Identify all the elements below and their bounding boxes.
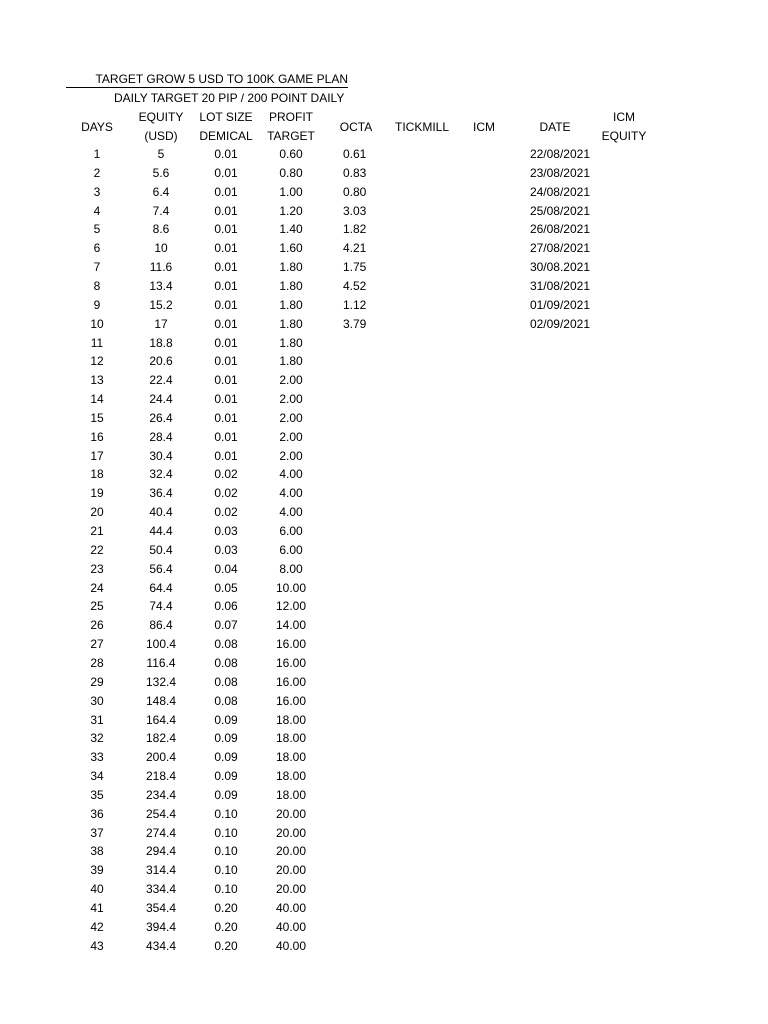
lot-size-cell: 0.01 xyxy=(214,335,238,350)
equity-cell: 5.6 xyxy=(152,165,170,180)
header-tickmill: TICKMILL xyxy=(394,120,449,134)
table-row xyxy=(0,296,768,315)
profit-target-cell: 1.80 xyxy=(279,354,303,369)
equity-cell: 314.4 xyxy=(145,863,177,878)
octa-cell: 1.12 xyxy=(343,297,367,312)
profit-target-cell: 0.60 xyxy=(279,147,303,161)
header-icm-equity-line2: EQUITY xyxy=(601,129,647,143)
profit-target-cell: 16.00 xyxy=(275,655,307,670)
octa-cell: 4.21 xyxy=(343,241,367,256)
lot-size-cell: 0.09 xyxy=(214,787,238,802)
equity-cell: 116.4 xyxy=(146,655,176,670)
profit-target-cell: 10.00 xyxy=(275,580,307,595)
day-cell: 15 xyxy=(90,410,104,425)
header-profit-line2: TARGET xyxy=(267,129,315,143)
day-cell: 39 xyxy=(90,863,104,878)
profit-target-cell: 2.00 xyxy=(279,373,303,388)
profit-target-cell: 1.40 xyxy=(279,222,303,237)
table-row xyxy=(0,654,768,673)
header-equity-line2: (USD) xyxy=(144,129,178,143)
profit-target-cell: 20.00 xyxy=(275,863,307,878)
day-cell: 4 xyxy=(93,203,101,218)
date-cell: 24/08/2021 xyxy=(529,184,590,199)
day-cell: 14 xyxy=(90,392,104,407)
profit-target-cell: 20.00 xyxy=(275,844,307,859)
day-cell: 30 xyxy=(90,693,104,708)
table-row xyxy=(0,220,768,239)
table-row xyxy=(0,202,768,221)
table-row xyxy=(0,937,768,956)
date-cell: 01/09/2021 xyxy=(529,297,590,312)
lot-size-cell: 0.01 xyxy=(214,429,238,444)
lot-size-cell: 0.03 xyxy=(214,542,238,557)
profit-target-cell: 1.80 xyxy=(279,260,303,275)
profit-target-cell: 16.00 xyxy=(275,693,307,708)
lot-size-cell: 0.05 xyxy=(214,580,238,595)
table-row xyxy=(0,635,768,654)
profit-target-cell: 1.80 xyxy=(279,335,303,350)
day-cell: 36 xyxy=(90,806,104,821)
table-row xyxy=(0,541,768,560)
day-cell: 7 xyxy=(93,260,101,275)
lot-size-cell: 0.04 xyxy=(214,561,238,576)
day-cell: 17 xyxy=(90,448,104,463)
profit-target-cell: 4.00 xyxy=(279,486,303,501)
lot-size-cell: 0.10 xyxy=(214,806,238,821)
profit-target-cell: 20.00 xyxy=(275,806,307,821)
table-row xyxy=(0,258,768,277)
profit-target-cell: 14.00 xyxy=(275,618,307,633)
equity-cell: 86.4 xyxy=(149,618,173,633)
table-row xyxy=(0,673,768,692)
table-row xyxy=(0,315,768,334)
profit-target-cell: 40.00 xyxy=(275,919,307,934)
octa-cell: 3.79 xyxy=(343,316,367,331)
lot-size-cell: 0.01 xyxy=(214,448,238,463)
equity-cell: 28.4 xyxy=(149,429,173,444)
day-cell: 27 xyxy=(90,637,104,652)
day-cell: 23 xyxy=(90,561,104,576)
table-row xyxy=(0,899,768,918)
day-cell: 5 xyxy=(93,222,101,237)
header-equity-line1: EQUITY xyxy=(138,110,184,124)
table-row xyxy=(0,409,768,428)
equity-cell: 354.4 xyxy=(145,901,177,915)
sheet-subtitle: DAILY TARGET 20 PIP / 200 POINT DAILY xyxy=(114,91,345,105)
date-cell: 26/08/2021 xyxy=(529,222,590,237)
profit-target-cell: 6.00 xyxy=(279,524,303,538)
profit-target-cell: 2.00 xyxy=(279,429,303,444)
profit-target-cell: 18.00 xyxy=(275,769,307,784)
octa-cell: 0.80 xyxy=(343,184,367,199)
header-date: DATE xyxy=(539,120,571,134)
date-cell: 31/08/2021 xyxy=(529,278,590,293)
table-row xyxy=(0,880,768,899)
profit-target-cell: 1.80 xyxy=(279,297,303,312)
header-profit-line1: PROFIT xyxy=(269,110,313,124)
octa-cell: 4.52 xyxy=(343,278,367,293)
equity-cell: 274.4 xyxy=(145,825,177,840)
profit-target-cell: 1.80 xyxy=(279,316,303,331)
table-row xyxy=(0,918,768,937)
profit-target-cell: 4.00 xyxy=(279,505,303,520)
equity-cell: 254.4 xyxy=(145,806,177,821)
day-cell: 43 xyxy=(90,938,104,953)
day-cell: 35 xyxy=(90,787,104,802)
lot-size-cell: 0.01 xyxy=(214,410,238,425)
day-cell: 29 xyxy=(90,674,104,689)
equity-cell: 334.4 xyxy=(145,882,177,897)
profit-target-cell: 16.00 xyxy=(275,637,307,652)
header-lot-line1: LOT SIZE xyxy=(199,110,253,124)
profit-target-cell: 40.00 xyxy=(275,938,307,953)
profit-target-cell: 2.00 xyxy=(279,410,303,425)
day-cell: 2 xyxy=(93,165,101,180)
table-row xyxy=(0,503,768,522)
equity-cell: 5 xyxy=(157,147,165,161)
day-cell: 10 xyxy=(90,316,104,331)
profit-target-cell: 1.00 xyxy=(279,184,303,199)
day-cell: 22 xyxy=(90,542,104,557)
table-row xyxy=(0,711,768,730)
equity-cell: 7.4 xyxy=(152,203,170,218)
equity-cell: 30.4 xyxy=(149,448,173,463)
equity-cell: 100.4 xyxy=(145,637,177,652)
table-row xyxy=(0,239,768,258)
profit-target-cell: 40.00 xyxy=(275,901,307,915)
day-cell: 28 xyxy=(90,655,104,670)
lot-size-cell: 0.01 xyxy=(214,316,238,331)
profit-target-cell: 20.00 xyxy=(275,825,307,840)
table-row xyxy=(0,484,768,503)
profit-target-cell: 18.00 xyxy=(275,712,307,727)
equity-cell: 15.2 xyxy=(149,297,173,312)
day-cell: 37 xyxy=(90,825,104,840)
table-row xyxy=(0,371,768,390)
equity-cell: 200.4 xyxy=(145,750,177,765)
profit-target-cell: 1.80 xyxy=(279,278,303,293)
octa-cell: 3.03 xyxy=(343,203,367,218)
profit-target-cell: 2.00 xyxy=(279,392,303,407)
profit-target-cell: 4.00 xyxy=(279,467,303,482)
equity-cell: 8.6 xyxy=(152,222,170,237)
equity-cell: 6.4 xyxy=(152,184,170,199)
lot-size-cell: 0.09 xyxy=(214,750,238,765)
day-cell: 21 xyxy=(90,524,104,538)
profit-target-cell: 16.00 xyxy=(275,674,307,689)
lot-size-cell: 0.03 xyxy=(214,524,238,538)
lot-size-cell: 0.01 xyxy=(214,184,238,199)
equity-cell: 20.6 xyxy=(149,354,173,369)
lot-size-cell: 0.01 xyxy=(214,297,238,312)
lot-size-cell: 0.09 xyxy=(214,731,238,746)
table-row xyxy=(0,597,768,616)
equity-cell: 11.6 xyxy=(149,260,173,275)
lot-size-cell: 0.08 xyxy=(214,674,238,689)
lot-size-cell: 0.01 xyxy=(214,260,238,275)
equity-cell: 24.4 xyxy=(149,392,173,407)
equity-cell: 32.4 xyxy=(149,467,173,482)
lot-size-cell: 0.02 xyxy=(214,486,238,501)
profit-target-cell: 8.00 xyxy=(279,561,303,576)
day-cell: 11 xyxy=(90,335,104,350)
profit-target-cell: 6.00 xyxy=(279,542,303,557)
equity-cell: 164.4 xyxy=(145,712,177,727)
table-row xyxy=(0,183,768,202)
equity-cell: 182.4 xyxy=(145,731,177,746)
day-cell: 3 xyxy=(93,184,101,199)
lot-size-cell: 0.07 xyxy=(214,618,238,633)
equity-cell: 17 xyxy=(154,316,168,331)
table-row xyxy=(0,277,768,296)
table-row xyxy=(0,145,768,164)
day-cell: 26 xyxy=(90,618,104,633)
lot-size-cell: 0.01 xyxy=(214,354,238,369)
profit-target-cell: 18.00 xyxy=(275,731,307,746)
day-cell: 41 xyxy=(90,901,104,915)
date-cell: 22/08/2021 xyxy=(529,147,590,161)
equity-cell: 10 xyxy=(154,241,168,256)
octa-cell: 1.75 xyxy=(343,260,367,275)
equity-cell: 234.4 xyxy=(145,787,177,802)
table-row xyxy=(0,447,768,466)
equity-cell: 40.4 xyxy=(149,505,173,520)
table-row xyxy=(0,748,768,767)
lot-size-cell: 0.08 xyxy=(214,693,238,708)
table-row xyxy=(0,465,768,484)
table-row xyxy=(0,390,768,409)
table-row xyxy=(0,579,768,598)
table-row xyxy=(0,164,768,183)
equity-cell: 434.4 xyxy=(145,938,177,953)
day-cell: 42 xyxy=(90,919,104,934)
equity-cell: 44.4 xyxy=(149,524,173,538)
day-cell: 18 xyxy=(90,467,104,482)
header-icm-equity-line1: ICM xyxy=(613,110,635,124)
equity-cell: 294.4 xyxy=(145,844,177,859)
equity-cell: 394.4 xyxy=(145,919,177,934)
header-days: DAYS xyxy=(81,120,113,134)
date-cell: 25/08/2021 xyxy=(529,203,590,218)
day-cell: 24 xyxy=(90,580,104,595)
equity-cell: 148.4 xyxy=(145,693,177,708)
day-cell: 12 xyxy=(90,354,104,369)
lot-size-cell: 0.01 xyxy=(214,373,238,388)
day-cell: 38 xyxy=(90,844,104,859)
table-row xyxy=(0,560,768,579)
profit-target-cell: 18.00 xyxy=(275,787,307,802)
day-cell: 20 xyxy=(90,505,104,520)
date-cell: 23/08/2021 xyxy=(529,165,590,180)
lot-size-cell: 0.06 xyxy=(214,599,238,614)
equity-cell: 50.4 xyxy=(149,542,173,557)
lot-size-cell: 0.20 xyxy=(214,919,238,934)
lot-size-cell: 0.01 xyxy=(214,203,238,218)
lot-size-cell: 0.10 xyxy=(214,844,238,859)
equity-cell: 22.4 xyxy=(149,373,173,388)
header-octa: OCTA xyxy=(339,120,373,134)
equity-cell: 36.4 xyxy=(149,486,173,501)
lot-size-cell: 0.01 xyxy=(214,392,238,407)
equity-cell: 218.4 xyxy=(145,769,177,784)
day-cell: 32 xyxy=(90,731,104,746)
day-cell: 8 xyxy=(93,278,101,293)
equity-cell: 18.8 xyxy=(149,335,173,350)
profit-target-cell: 12.00 xyxy=(275,599,307,614)
equity-cell: 56.4 xyxy=(149,561,173,576)
title-underline xyxy=(66,87,348,88)
day-cell: 16 xyxy=(90,429,104,444)
lot-size-cell: 0.10 xyxy=(214,863,238,878)
table-row xyxy=(0,805,768,824)
date-cell: 27/08/2021 xyxy=(529,241,590,256)
day-cell: 6 xyxy=(93,241,101,256)
table-row xyxy=(0,767,768,786)
lot-size-cell: 0.10 xyxy=(214,825,238,840)
day-cell: 9 xyxy=(93,297,101,312)
day-cell: 19 xyxy=(90,486,104,501)
table-row xyxy=(0,824,768,843)
octa-cell: 0.83 xyxy=(343,165,367,180)
header-icm: ICM xyxy=(473,120,495,134)
profit-target-cell: 1.60 xyxy=(279,241,303,256)
day-cell: 40 xyxy=(90,882,104,897)
octa-cell: 1.82 xyxy=(343,222,367,237)
equity-cell: 64.4 xyxy=(149,580,173,595)
equity-cell: 26.4 xyxy=(149,410,173,425)
equity-cell: 13.4 xyxy=(149,278,173,293)
lot-size-cell: 0.20 xyxy=(214,938,238,953)
lot-size-cell: 0.10 xyxy=(214,882,238,897)
lot-size-cell: 0.08 xyxy=(214,637,238,652)
lot-size-cell: 0.02 xyxy=(214,505,238,520)
day-cell: 34 xyxy=(90,769,104,784)
sheet-title: TARGET GROW 5 USD TO 100K GAME PLAN xyxy=(95,72,348,86)
table-row xyxy=(0,428,768,447)
table-row xyxy=(0,786,768,805)
profit-target-cell: 20.00 xyxy=(275,882,307,897)
lot-size-cell: 0.01 xyxy=(214,278,238,293)
lot-size-cell: 0.08 xyxy=(214,655,238,670)
equity-cell: 132.4 xyxy=(145,674,177,689)
header-lot-line2: DEMICAL xyxy=(199,129,253,143)
lot-size-cell: 0.02 xyxy=(214,467,238,482)
profit-target-cell: 2.00 xyxy=(279,448,303,463)
table-row xyxy=(0,522,768,541)
day-cell: 25 xyxy=(90,599,104,614)
octa-cell: 0.61 xyxy=(343,147,367,161)
table-row xyxy=(0,861,768,880)
lot-size-cell: 0.01 xyxy=(214,165,238,180)
table-row xyxy=(0,352,768,371)
table-row xyxy=(0,692,768,711)
date-cell: 30/08.2021 xyxy=(529,260,590,275)
lot-size-cell: 0.01 xyxy=(214,147,238,161)
date-cell: 02/09/2021 xyxy=(529,316,590,331)
day-cell: 1 xyxy=(93,147,101,161)
lot-size-cell: 0.09 xyxy=(214,712,238,727)
lot-size-cell: 0.09 xyxy=(214,769,238,784)
day-cell: 13 xyxy=(90,373,104,388)
profit-target-cell: 18.00 xyxy=(275,750,307,765)
profit-target-cell: 1.20 xyxy=(279,203,303,218)
lot-size-cell: 0.01 xyxy=(214,241,238,256)
lot-size-cell: 0.01 xyxy=(214,222,238,237)
day-cell: 33 xyxy=(90,750,104,765)
profit-target-cell: 0.80 xyxy=(279,165,303,180)
table-row xyxy=(0,842,768,861)
table-row xyxy=(0,334,768,353)
table-row xyxy=(0,616,768,635)
equity-cell: 74.4 xyxy=(149,599,173,614)
lot-size-cell: 0.20 xyxy=(214,901,238,915)
day-cell: 31 xyxy=(90,712,104,727)
table-row xyxy=(0,729,768,748)
